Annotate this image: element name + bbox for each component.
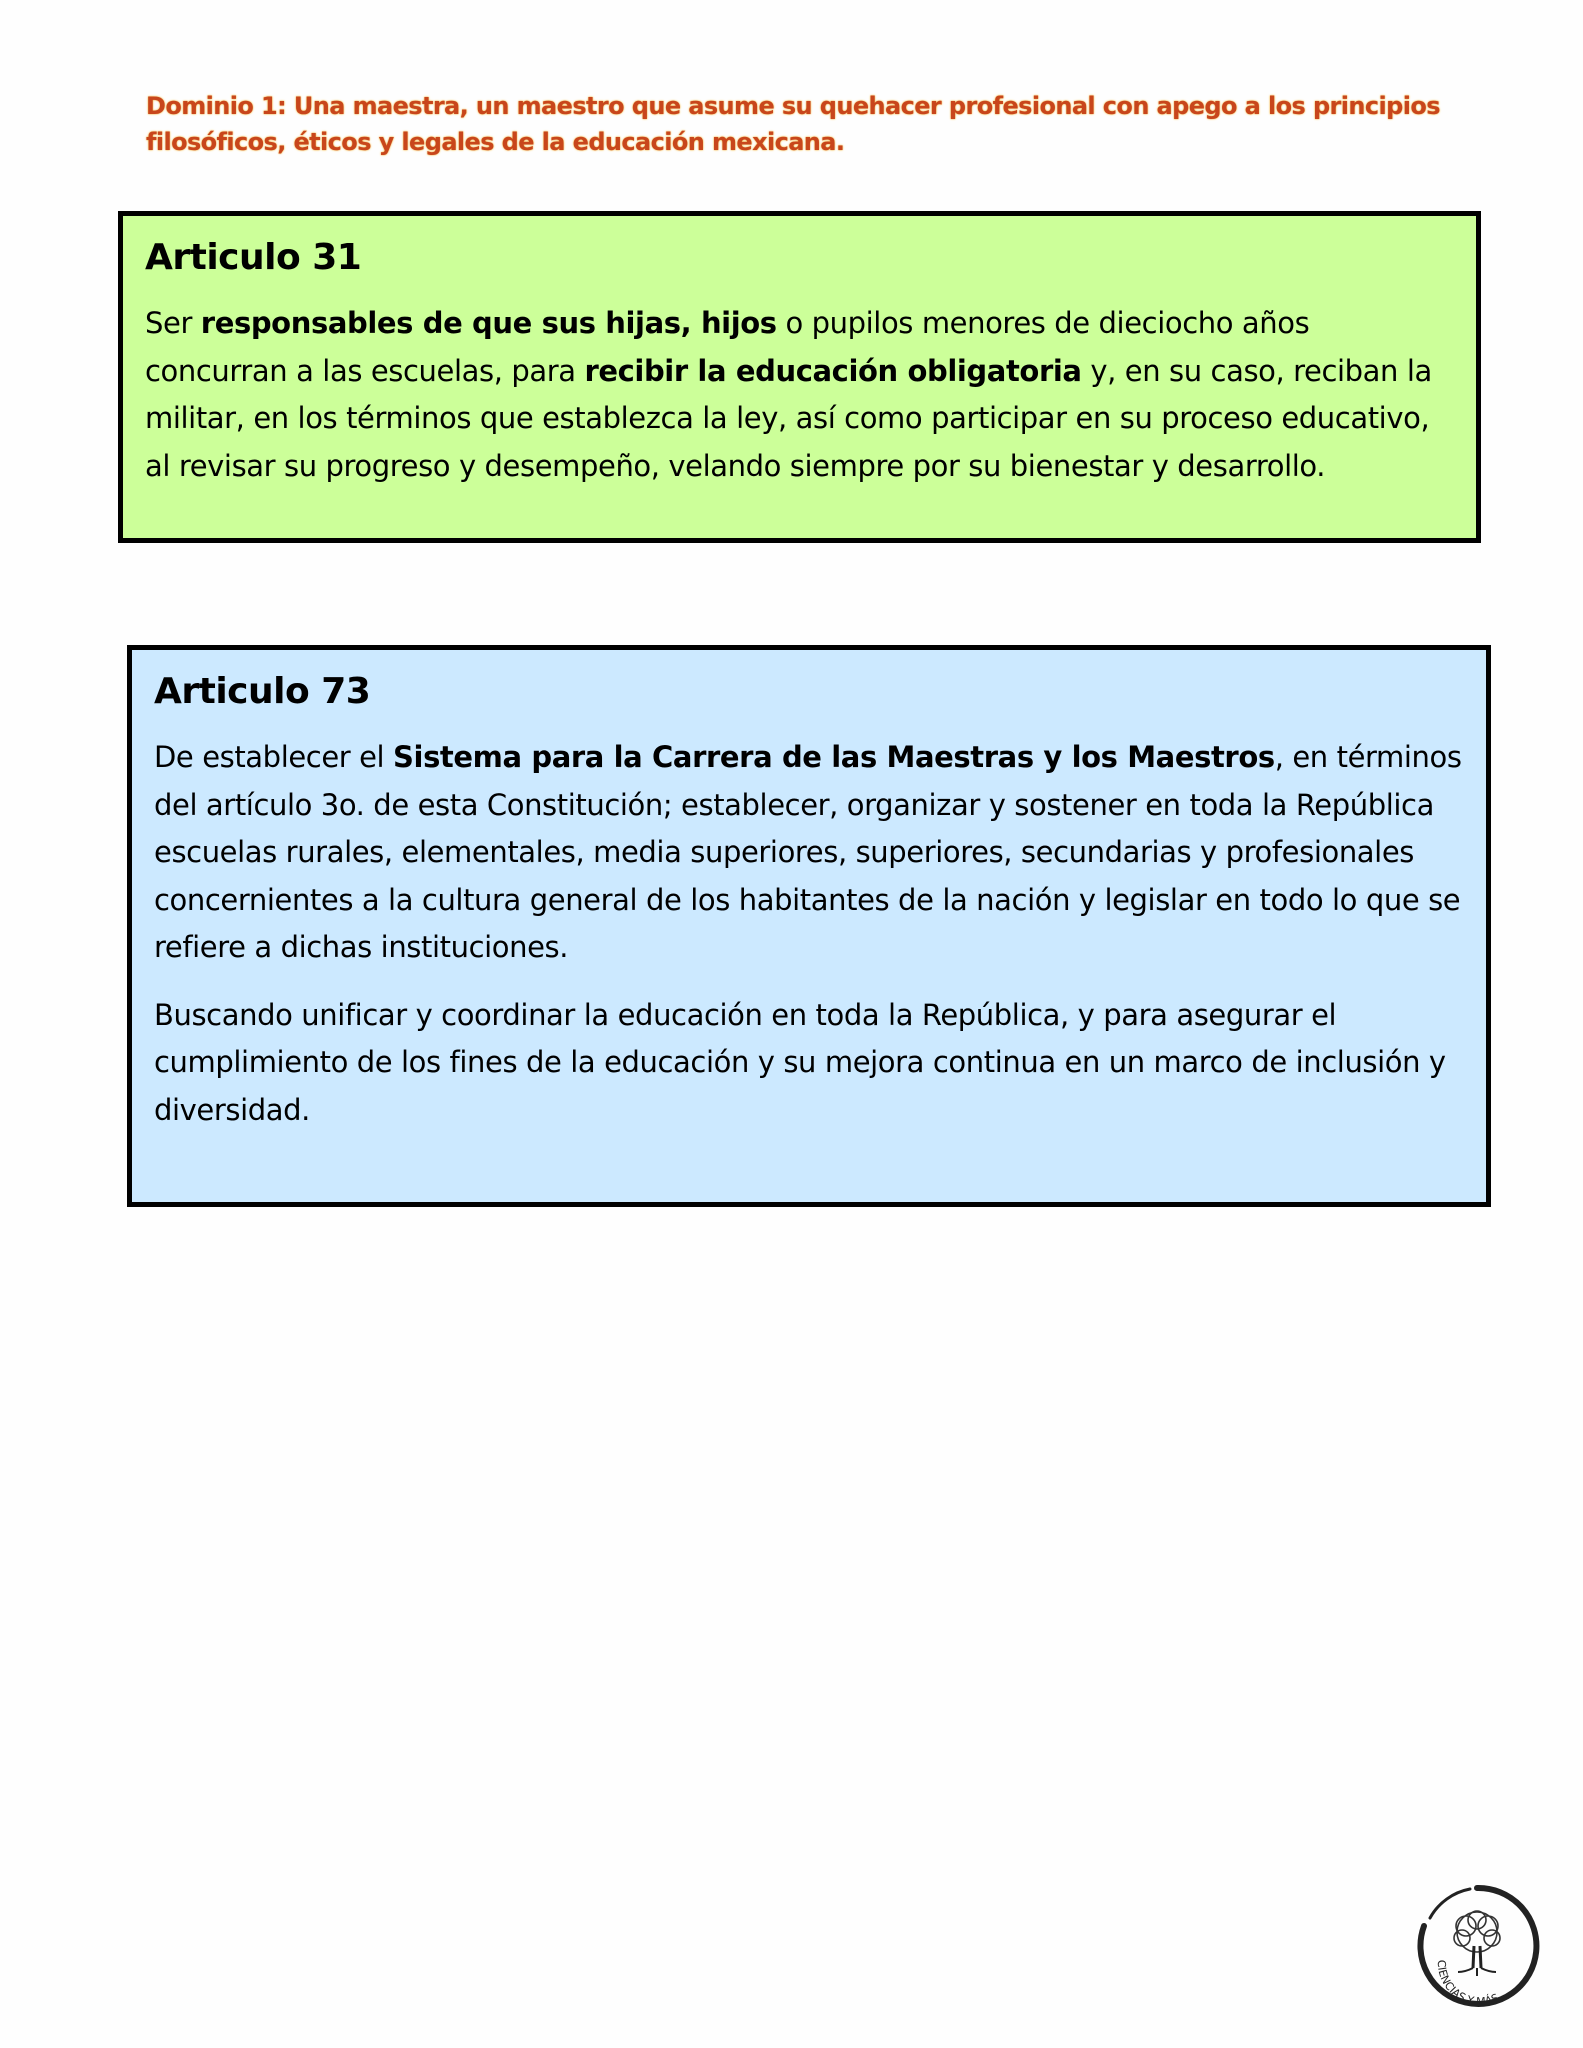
article-73-text — [154, 734, 1464, 972]
article-31-text — [145, 300, 1454, 490]
article-31-box — [118, 211, 1481, 543]
tree-logo-icon — [1410, 1880, 1545, 2015]
domain-heading: Dominio 1: Una maestra, un maestro que asume su quehacer profesional con apego a los principios filosóficos, éticos y legales de la educación mexicana. — [146, 92, 1440, 156]
text-segment: De establecer el — [154, 740, 394, 774]
article-73-box — [127, 645, 1491, 1207]
article-31-title: Articulo 31 — [145, 237, 362, 278]
article-73-text-2: Buscando unificar y coordinar la educación en toda la República, y para asegurar el cumplimiento de los fines de la educación y su mejora continua en un marco de inclusión y diversidad. — [154, 997, 1446, 1127]
bold-segment: Sistema para la Carrera de las Maestras y los Maestros — [393, 740, 1275, 774]
text-segment: o pupilos menores de dieciocho años concurran a las escuelas, para — [145, 306, 1310, 388]
logo-graphic — [1410, 1880, 1545, 2015]
bold-segment: responsables de que sus hijas, hijos — [200, 306, 777, 340]
bold-segment: recibir la educación obligatoria — [584, 353, 1082, 388]
logo-text: CIENCIAS Y MÁS — [1434, 1959, 1501, 2009]
text-segment: y, en su caso, reciban la militar, en los términos que establezca la ley, así como participar en su proceso educativo, al revisar su progreso y desempeño, velando siempre por su bienestar y desarrollo. — [145, 353, 1432, 483]
text-segment: Ser — [145, 306, 201, 340]
text-segment: , en términos del artículo 3o. de esta Constitución; establecer, organizar y sostener en toda la República escuelas rurales, elementales, media superiores, superiores, secundarias y profesionales concernientes a la cultura general de los habitantes de la nación y legislar en todo lo que se refiere a dichas instituciones. — [154, 740, 1462, 964]
article-73-title: Articulo 73 — [154, 671, 371, 712]
